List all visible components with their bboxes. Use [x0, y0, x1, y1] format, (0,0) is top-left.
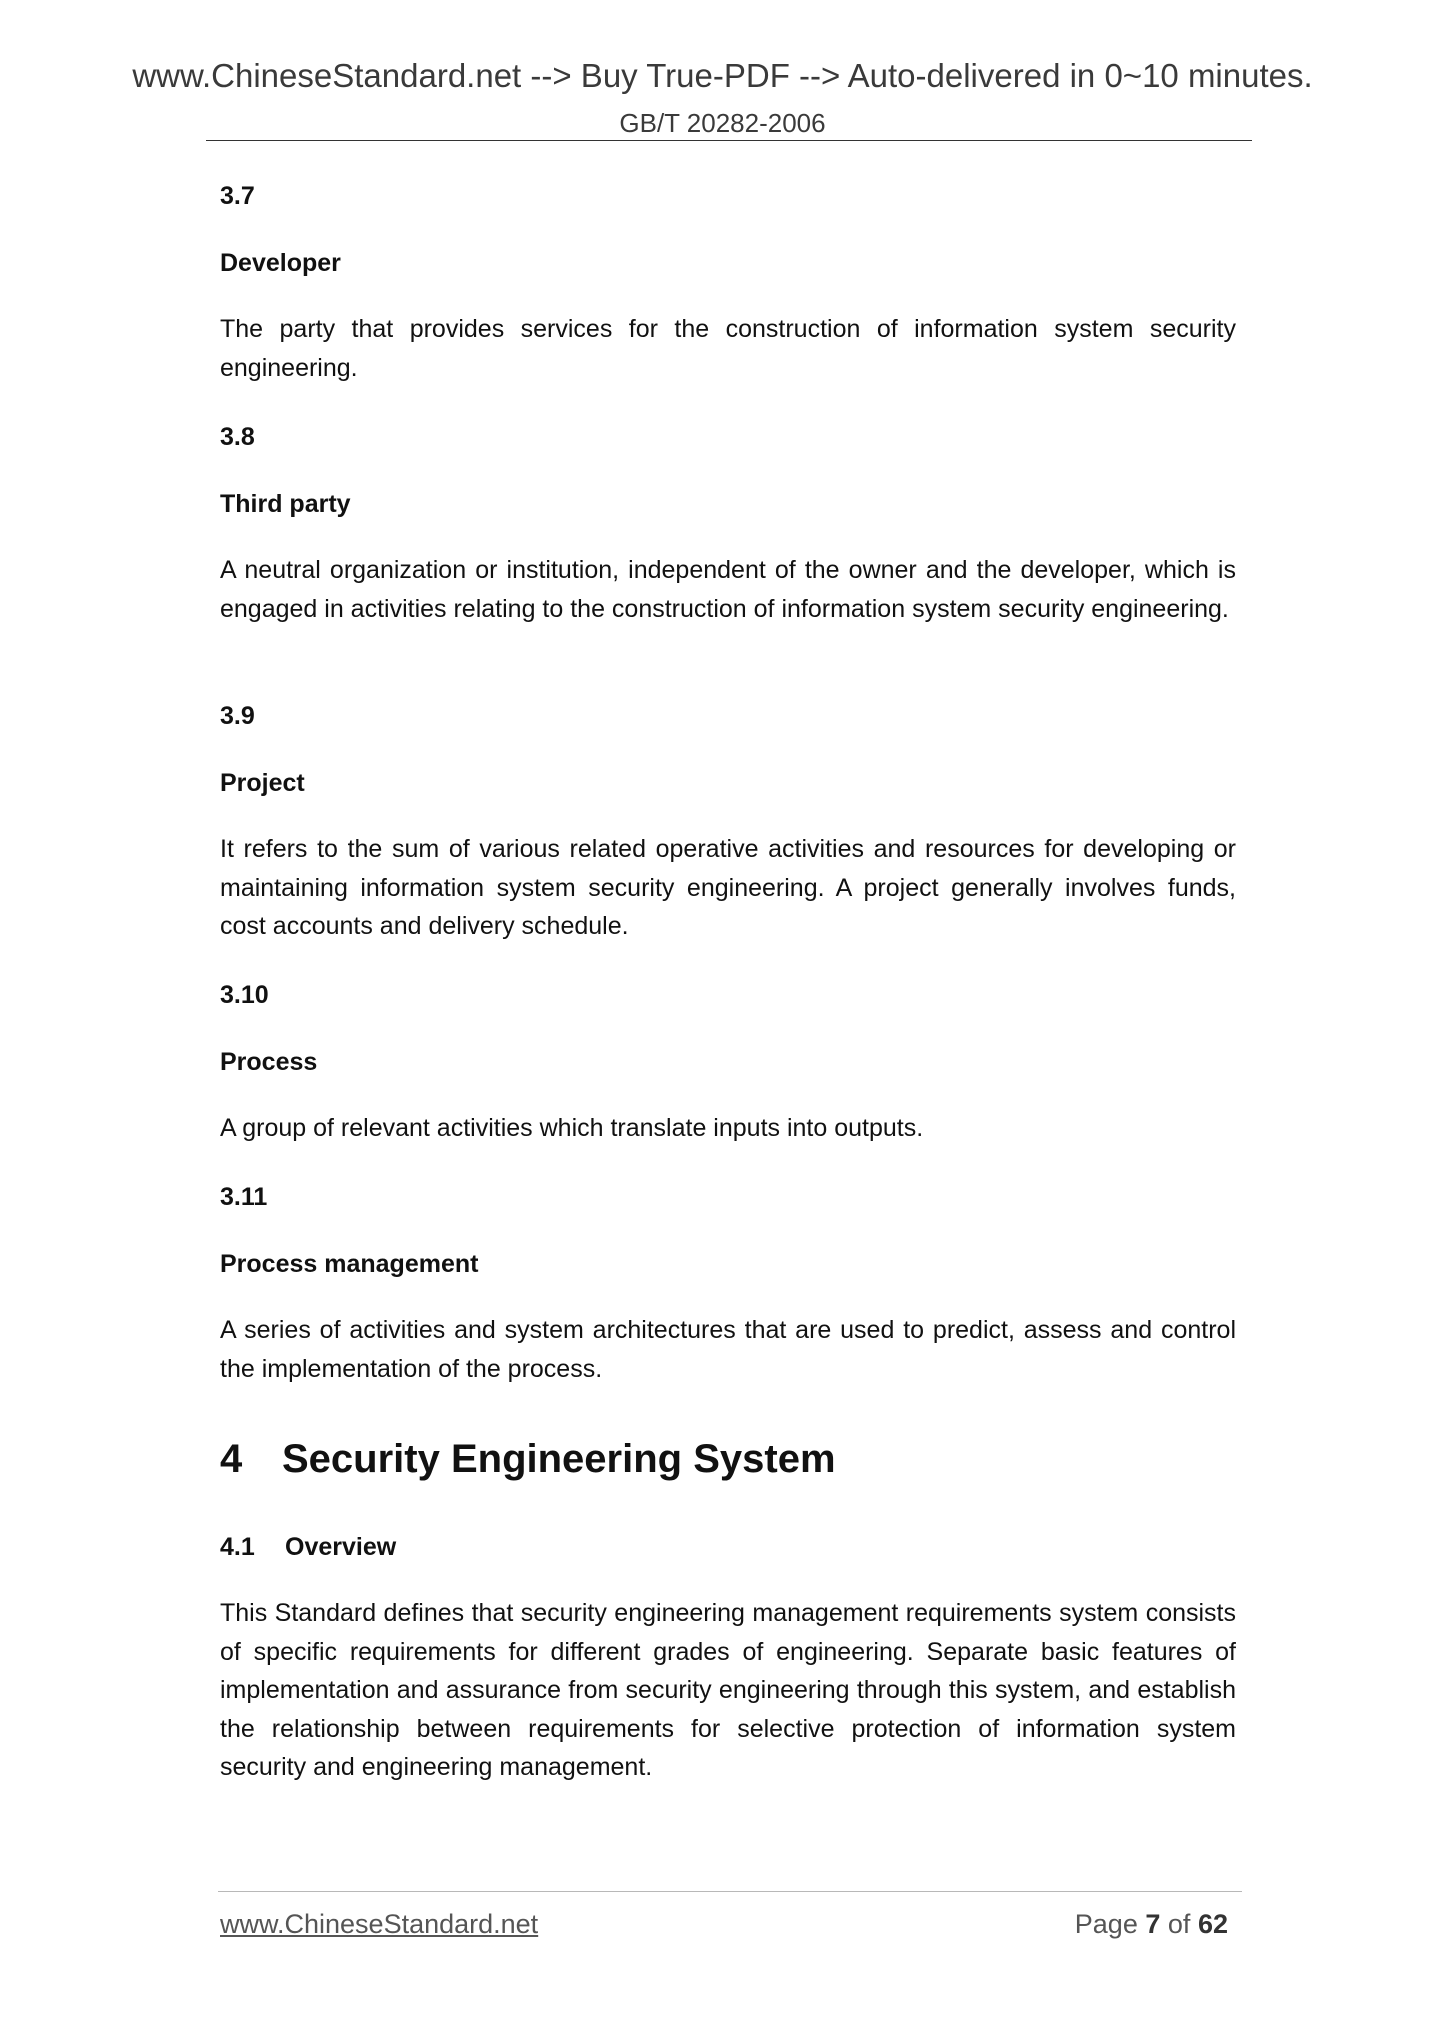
section-title: Security Engineering System — [282, 1437, 836, 1481]
page-prefix: Page — [1074, 1909, 1138, 1939]
term-title-project: Project — [220, 769, 305, 797]
term-definition-developer: The party that provides services for the construction of information system security engineering. — [220, 315, 1236, 382]
term-title-process: Process — [220, 1048, 318, 1076]
page-of: of — [1167, 1909, 1191, 1939]
term-title-third-party: Third party — [220, 490, 351, 518]
page-body — [220, 0, 1236, 1880]
term-definition-process-management: A series of activities and system architectures that are used to predict, assess and control the implementation of the process. — [220, 1316, 1236, 1383]
term-number-3-7: 3.7 — [220, 182, 255, 210]
section-heading-4 — [220, 1435, 836, 1483]
footer-site-link[interactable]: www.ChineseStandard.net — [220, 1909, 539, 1939]
term-definition-process: A group of relevant activities which translate inputs into outputs. — [220, 1114, 924, 1142]
overview-paragraph: This Standard defines that security engineering management requirements system consists of specific requirements for different grades of engineering. Separate basic features of implementation and assurance from security engineering through this system, and establish the relationship between requirements for selective protection of information system security and engineering management. — [220, 1599, 1236, 1781]
term-title-developer: Developer — [220, 249, 341, 277]
term-definition-project: It refers to the sum of various related operative activities and resources for developing or maintaining information system security engineering. A project generally involves funds, cost accounts and delivery schedule. — [220, 835, 1236, 940]
term-number-3-10: 3.10 — [220, 981, 269, 1009]
term-definition-third-party: A neutral organization or institution, independent of the owner and the developer, which is engaged in activities relating to the construction of information system security engineering. — [220, 556, 1236, 623]
page-current: 7 — [1145, 1909, 1161, 1939]
header-site-banner: www.ChineseStandard.net --> Buy True-PDF --> Auto-delivered in 0~10 minutes. — [132, 57, 1313, 94]
subsection-title: Overview — [285, 1533, 397, 1561]
term-number-3-11: 3.11 — [220, 1183, 268, 1211]
footer-divider — [218, 1891, 1242, 1892]
page-indicator — [1075, 1908, 1228, 1940]
header-standard-code: GB/T 20282-2006 — [619, 108, 826, 138]
page-total: 62 — [1197, 1909, 1228, 1939]
subsection-number: 4.1 — [220, 1533, 255, 1561]
subsection-heading-4-1 — [220, 1532, 396, 1562]
term-number-3-8: 3.8 — [220, 423, 255, 451]
term-title-process-management: Process management — [220, 1250, 479, 1278]
section-number: 4 — [220, 1437, 243, 1481]
term-number-3-9: 3.9 — [220, 702, 255, 730]
